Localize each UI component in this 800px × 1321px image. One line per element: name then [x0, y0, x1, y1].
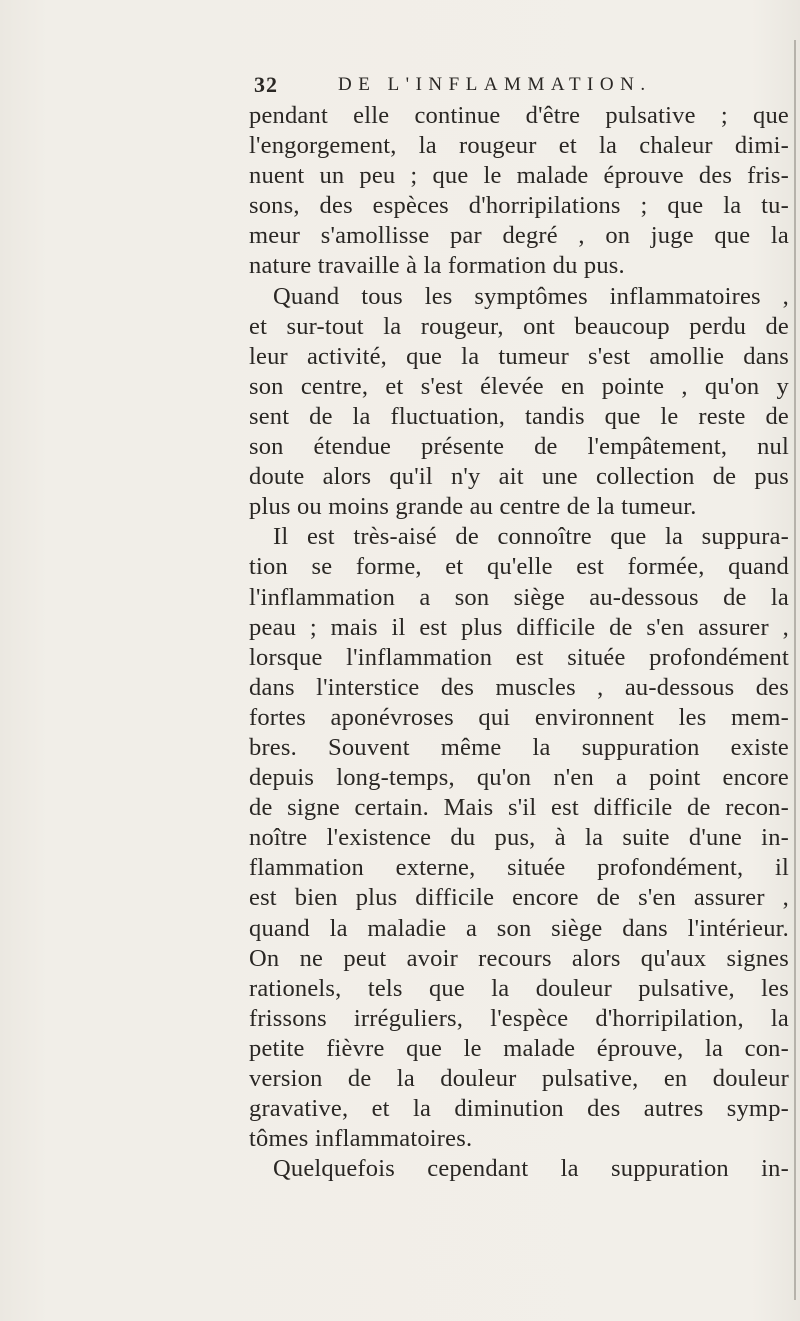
- text-line: son centre, et s'est élevée en pointe , qu'on y: [249, 372, 789, 400]
- text-line: meur s'amollisse par degré , on juge que la: [249, 222, 789, 250]
- page-number: 32: [254, 72, 278, 97]
- text-line: et sur-tout la rougeur, ont beaucoup perdu de: [249, 312, 789, 340]
- text-line: dans l'interstice des muscles , au-dessous des: [249, 673, 789, 701]
- text-line: rationels, tels que la douleur pulsative, les: [249, 974, 789, 1002]
- text-line: frissons irréguliers, l'espèce d'horripilation, la: [249, 1004, 789, 1032]
- running-title: DE L'INFLAMMATION.: [338, 74, 652, 95]
- text-line: fortes aponévroses qui environnent les mem-: [249, 703, 789, 731]
- text-line: bres. Souvent même la suppuration existe: [249, 733, 789, 761]
- text-line: Il est très-aisé de connoître que la suppura-: [273, 523, 789, 551]
- text-line: version de la douleur pulsative, en douleur: [249, 1065, 789, 1092]
- text-line: nuent un peu ; que le malade éprouve des fris-: [249, 162, 789, 190]
- text-line: On ne peut avoir recours alors qu'aux signes: [249, 944, 789, 972]
- running-head: [254, 72, 794, 100]
- text-line: tion se forme, et qu'elle est formée, quand: [249, 553, 789, 581]
- text-line: est bien plus difficile encore de s'en assurer ,: [249, 884, 789, 912]
- text-line: quand la maladie a son siège dans l'intérieur.: [249, 914, 789, 942]
- text-line: Quelquefois cependant la suppuration in-: [273, 1155, 789, 1183]
- body-text: [249, 101, 789, 1184]
- text-line: pendant elle continue d'être pulsative ; que: [249, 102, 789, 129]
- text-line: nature travaille à la formation du pus.: [249, 252, 625, 280]
- text-line: Quand tous les symptômes inflammatoires ,: [273, 282, 789, 310]
- text-line: plus ou moins grande au centre de la tumeur.: [249, 493, 697, 521]
- text-line: doute alors qu'il n'y ait une collection de pus: [249, 463, 789, 491]
- text-line: sons, des espèces d'horripilations ; que la tu-: [249, 192, 789, 220]
- text-line: sent de la fluctuation, tandis que le reste de: [249, 402, 789, 430]
- page-edge-shadow: [794, 40, 796, 1300]
- text-line: gravative, et la diminution des autres symp-: [249, 1095, 789, 1123]
- text-line: flammation externe, située profondément, il: [249, 854, 789, 882]
- text-line: peau ; mais il est plus difficile de s'en assurer ,: [249, 613, 789, 641]
- text-line: l'engorgement, la rougeur et la chaleur dimi-: [249, 132, 789, 160]
- text-line: son étendue présente de l'empâtement, nul: [249, 433, 789, 461]
- text-line: lorsque l'inflammation est située profondément: [249, 643, 789, 671]
- text-line: petite fièvre que le malade éprouve, la con-: [249, 1034, 789, 1062]
- text-line: tômes inflammatoires.: [249, 1125, 473, 1153]
- text-line: leur activité, que la tumeur s'est amollie dans: [249, 342, 789, 370]
- text-line: noître l'existence du pus, à la suite d'une in-: [249, 824, 789, 852]
- text-line: depuis long-temps, qu'on n'en a point encore: [249, 764, 789, 792]
- text-line: l'inflammation a son siège au-dessous de la: [249, 583, 789, 611]
- text-line: de signe certain. Mais s'il est difficile de recon-: [249, 794, 789, 822]
